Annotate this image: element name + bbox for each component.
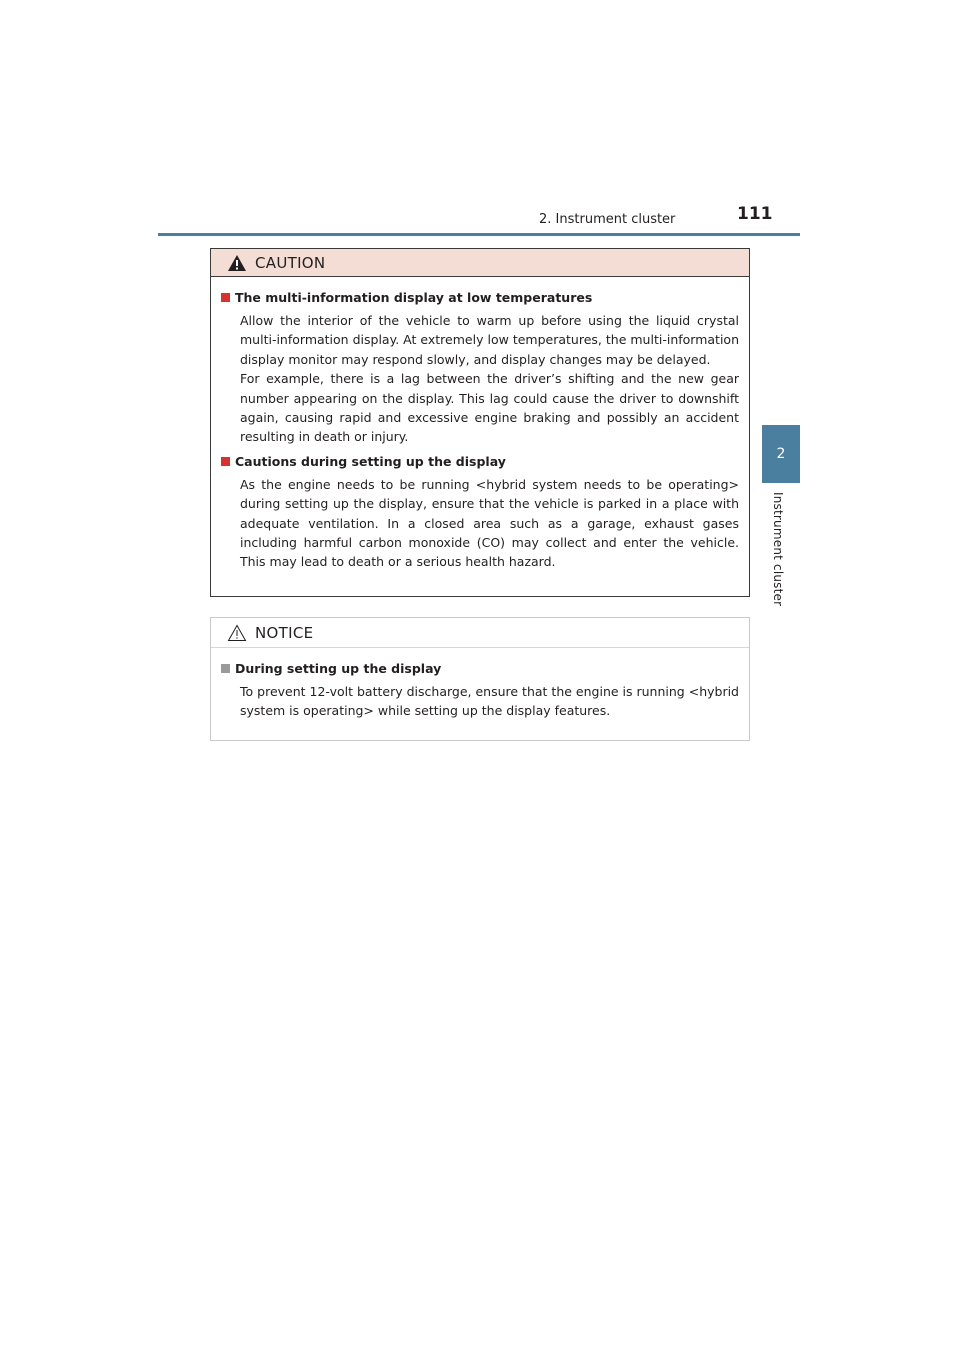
- square-bullet-icon: [221, 664, 230, 673]
- section-title: 2. Instrument cluster: [539, 212, 676, 227]
- caution-header: [211, 249, 749, 277]
- caution-item-text: As the engine needs to be running <hybrid system needs to be operating> during setting up the display, ensure that the vehicle is parked in a place with adequate ventilation. In a closed area such as a garage, exhaust gases including harmful carbon monoxide (CO) may collect and enter the vehicle. This may lead to death or a serious health hazard.: [240, 476, 739, 570]
- chapter-number: 2: [776, 446, 786, 462]
- notice-heading: NOTICE: [255, 623, 314, 642]
- caution-item-title: The multi-information display at low temperatures: [221, 290, 739, 305]
- warning-triangle-icon: [227, 254, 247, 272]
- notice-box: [210, 617, 750, 741]
- caution-body: [211, 277, 749, 572]
- square-bullet-icon: [221, 293, 230, 302]
- caution-box: [210, 248, 750, 597]
- chapter-tab: [762, 425, 800, 483]
- notice-item-text: To prevent 12-volt battery discharge, ensure that the engine is running <hybrid system is operating> while setting up the display features.: [240, 684, 739, 719]
- chapter-title: Instrument cluster: [771, 492, 785, 607]
- page-header: [158, 204, 800, 234]
- square-bullet-icon: [221, 457, 230, 466]
- caution-heading: CAUTION: [255, 253, 326, 272]
- notice-item-title: During setting up the display: [221, 661, 739, 676]
- notice-header: [211, 618, 749, 648]
- notice-body: [211, 648, 749, 721]
- warning-outline-icon: [227, 624, 247, 642]
- header-rule: [158, 233, 800, 236]
- page-number: 111: [737, 204, 773, 224]
- caution-item-text: Allow the interior of the vehicle to warm up before using the liquid crystal multi-information display. At extremely low temperatures, the multi-information display monitor may respond slowly, and display changes may be delayed. For example, there is a lag between the driver’s shifting and the new gear number appearing on the display. This lag could cause the driver to downshift again, causing rapid and excessive engine braking and possibly an accident resulting in death or injury.: [240, 313, 739, 445]
- caution-item-title: Cautions during setting up the display: [221, 454, 739, 469]
